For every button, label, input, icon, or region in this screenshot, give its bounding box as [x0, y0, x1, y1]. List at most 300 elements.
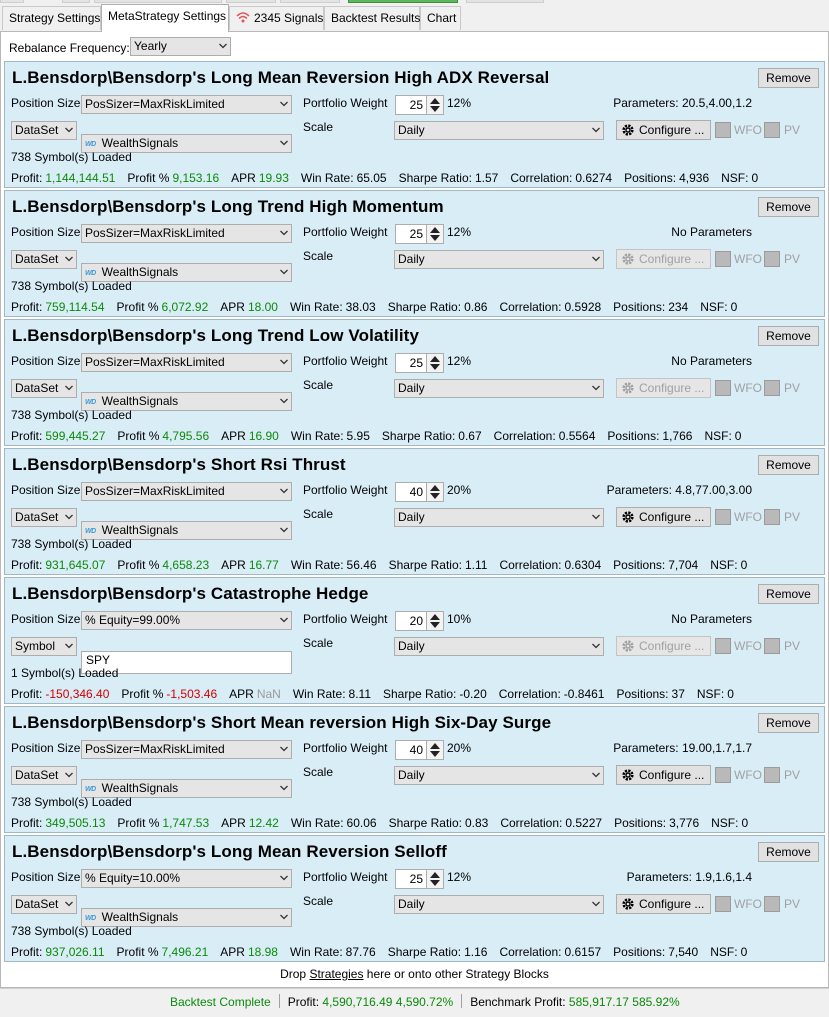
- configure-button[interactable]: [616, 378, 711, 398]
- chevron-down-icon: [592, 256, 600, 262]
- strategy-title: L.Bensdorp\Bensdorp's Short Mean reversion High Six-Day Surge: [12, 713, 552, 732]
- remove-button[interactable]: Remove: [758, 455, 819, 475]
- positions-value: 4,936: [679, 171, 710, 185]
- sharpe-label: Sharpe Ratio:: [398, 171, 472, 185]
- source-type-select[interactable]: [11, 895, 77, 914]
- configure-button[interactable]: [616, 507, 711, 527]
- portfolio-weight-percent: 12%: [447, 225, 472, 239]
- parameters-text: No Parameters: [671, 225, 752, 239]
- configure-label: Configure ...: [639, 768, 705, 782]
- configure-label: Configure ...: [639, 252, 705, 266]
- parameters-text: Parameters: 1.9,1.6,1.4: [626, 870, 752, 884]
- rebalance-value: Yearly: [134, 39, 167, 53]
- pv-checkbox[interactable]: [764, 638, 780, 654]
- arrow-down-icon[interactable]: [430, 493, 440, 499]
- position-size-label: Position Size: [11, 354, 81, 368]
- parameters-text: No Parameters: [671, 612, 752, 626]
- tab-label: MetaStrategy Settings: [108, 9, 227, 23]
- scale-value: Daily: [398, 768, 425, 782]
- scale-label: Scale: [303, 507, 334, 521]
- dataset-value: WealthSignals: [101, 136, 179, 150]
- chevron-down-icon: [280, 101, 288, 107]
- drop-hint: [1, 967, 828, 981]
- portfolio-weight-percent: 20%: [447, 741, 472, 755]
- remove-button[interactable]: Remove: [758, 713, 819, 733]
- dataset-value: WealthSignals: [101, 910, 179, 924]
- metastrategy-content: [0, 31, 829, 988]
- tab-backtest-results[interactable]: [324, 6, 420, 30]
- source-type-value: DataSet: [15, 897, 59, 911]
- position-sizer-select[interactable]: [81, 353, 292, 372]
- strategy-title: L.Bensdorp\Bensdorp's Short Rsi Thrust: [12, 455, 346, 474]
- profit-pct-label: Profit %: [117, 558, 160, 572]
- profit-value: 599,445.27: [45, 429, 106, 443]
- wealthsignals-icon: WD: [85, 141, 96, 148]
- chevron-down-icon: [280, 617, 288, 623]
- symbols-loaded-text: 738 Symbol(s) Loaded: [11, 924, 132, 938]
- pv-label: PV: [784, 123, 801, 137]
- nsf-value: 0: [730, 300, 738, 314]
- apr-label: APR: [221, 558, 246, 572]
- remove-button[interactable]: Remove: [758, 197, 819, 217]
- apr-value: 19.93: [258, 171, 289, 185]
- sharpe-value: 0.83: [464, 816, 489, 830]
- arrow-down-icon[interactable]: [430, 106, 440, 112]
- portfolio-weight-stepper[interactable]: [395, 224, 444, 244]
- position-sizer-select[interactable]: [81, 869, 292, 888]
- dataset-value: WealthSignals: [101, 781, 179, 795]
- position-sizer-select[interactable]: [81, 740, 292, 759]
- parameters-text: Parameters: 20.5,4.00,1.2: [613, 96, 752, 110]
- portfolio-weight-value: 25: [409, 356, 423, 370]
- configure-button[interactable]: [616, 765, 711, 785]
- pv-checkbox[interactable]: [764, 767, 780, 783]
- apr-label: APR: [220, 300, 245, 314]
- profit-value: -150,346.40: [45, 687, 110, 701]
- strategy-panel: [4, 190, 825, 317]
- gear-icon: [621, 768, 635, 782]
- correlation-value: 0.6304: [564, 558, 602, 572]
- apr-label: APR: [231, 171, 256, 185]
- position-sizer-value: PosSizer=MaxRiskLimited: [85, 742, 225, 756]
- arrow-down-icon[interactable]: [430, 364, 440, 370]
- rebalance-frequency-select[interactable]: [130, 37, 231, 56]
- win-rate-label: Win Rate:: [290, 558, 344, 572]
- scale-select[interactable]: [394, 379, 604, 398]
- chevron-down-icon: [65, 772, 73, 778]
- wfo-label: WFO: [734, 639, 762, 653]
- positions-value: 7,704: [668, 558, 699, 572]
- chevron-down-icon: [65, 643, 73, 649]
- configure-button[interactable]: [616, 894, 711, 914]
- configure-label: Configure ...: [639, 510, 705, 524]
- profit-label: Profit:: [11, 687, 43, 701]
- configure-label: Configure ...: [639, 381, 705, 395]
- position-sizer-select[interactable]: [81, 95, 292, 114]
- portfolio-weight-percent: 12%: [447, 96, 472, 110]
- apr-value: 16.90: [248, 429, 279, 443]
- profit-label: Profit:: [11, 816, 43, 830]
- chevron-down-icon: [280, 914, 288, 920]
- portfolio-weight-label: Portfolio Weight: [303, 870, 388, 884]
- scroll-strip: [280, 0, 340, 3]
- positions-value: 7,540: [668, 945, 699, 959]
- scale-value: Daily: [398, 639, 425, 653]
- position-sizer-select[interactable]: [81, 611, 292, 630]
- gear-icon: [621, 123, 635, 137]
- stepper-arrows[interactable]: [426, 354, 443, 372]
- drop-hint-text: Drop: [280, 967, 310, 981]
- chevron-down-icon: [280, 785, 288, 791]
- profit-pct-value: 6,072.92: [161, 300, 209, 314]
- nsf-value: 0: [734, 429, 742, 443]
- strategy-title: L.Bensdorp\Bensdorp's Long Mean Reversion Selloff: [12, 842, 447, 861]
- scale-select[interactable]: [394, 895, 604, 914]
- stepper-arrows[interactable]: [426, 96, 443, 114]
- scroll-strip: [94, 0, 222, 3]
- wealthsignals-icon: WD: [85, 786, 96, 793]
- arrow-down-icon[interactable]: [430, 880, 440, 886]
- gear-icon: [621, 897, 635, 911]
- chevron-down-icon: [280, 269, 288, 275]
- wfo-checkbox[interactable]: [715, 638, 731, 654]
- performance-stats: [11, 687, 746, 701]
- correlation-value: 0.5227: [565, 816, 603, 830]
- win-rate-value: 5.95: [346, 429, 370, 443]
- nsf-label: NSF:: [700, 300, 728, 314]
- wfo-checkbox[interactable]: [715, 767, 731, 783]
- nsf-value: 0: [740, 945, 748, 959]
- chevron-down-icon: [280, 230, 288, 236]
- source-type-select[interactable]: [11, 121, 77, 140]
- correlation-label: Correlation:: [500, 816, 563, 830]
- chevron-down-icon: [280, 527, 288, 533]
- symbols-loaded-text: 738 Symbol(s) Loaded: [11, 279, 132, 293]
- position-sizer-value: PosSizer=MaxRiskLimited: [85, 226, 225, 240]
- chevron-down-icon: [65, 127, 73, 133]
- source-type-select[interactable]: [11, 637, 77, 656]
- performance-stats: [11, 300, 749, 314]
- stepper-arrows[interactable]: [426, 225, 443, 243]
- pv-checkbox[interactable]: [764, 509, 780, 525]
- source-type-value: DataSet: [15, 510, 59, 524]
- sharpe-label: Sharpe Ratio:: [388, 558, 462, 572]
- profit-pct-label: Profit %: [117, 429, 160, 443]
- total-profit-label: Profit:: [287, 995, 320, 1009]
- strategy-title: L.Bensdorp\Bensdorp's Catastrophe Hedge: [12, 584, 369, 603]
- scroll-strip: [466, 0, 544, 3]
- profit-value: 1,144,144.51: [45, 171, 116, 185]
- tab-chart[interactable]: [420, 6, 461, 30]
- stepper-arrows[interactable]: [426, 741, 443, 759]
- parameters-text: No Parameters: [671, 354, 752, 368]
- scale-value: Daily: [398, 897, 425, 911]
- profit-pct-label: Profit %: [116, 300, 159, 314]
- progress-strip: [348, 0, 458, 3]
- benchmark-profit-label: Benchmark Profit:: [470, 995, 566, 1009]
- strategies-link[interactable]: Strategies: [309, 967, 364, 981]
- arrow-down-icon[interactable]: [430, 235, 440, 241]
- apr-label: APR: [221, 816, 246, 830]
- apr-label: APR: [221, 429, 246, 443]
- performance-stats: [11, 429, 753, 443]
- tab-metastrategy-settings[interactable]: [101, 4, 229, 32]
- sharpe-value: -0.20: [459, 687, 487, 701]
- scale-select[interactable]: [394, 508, 604, 527]
- pv-checkbox[interactable]: [764, 380, 780, 396]
- chevron-down-icon: [592, 772, 600, 778]
- portfolio-weight-label: Portfolio Weight: [303, 612, 388, 626]
- chevron-down-icon: [65, 901, 73, 907]
- remove-button[interactable]: Remove: [758, 68, 819, 88]
- nsf-label: NSF:: [710, 558, 738, 572]
- position-sizer-select[interactable]: [81, 224, 292, 243]
- scale-label: Scale: [303, 765, 334, 779]
- configure-label: Configure ...: [639, 897, 705, 911]
- tab-bar: [0, 0, 829, 31]
- position-sizer-value: PosSizer=MaxRiskLimited: [85, 97, 225, 111]
- positions-value: 3,776: [669, 816, 700, 830]
- source-type-value: DataSet: [15, 252, 59, 266]
- chevron-down-icon: [280, 140, 288, 146]
- portfolio-weight-stepper[interactable]: [395, 353, 444, 373]
- sharpe-label: Sharpe Ratio:: [388, 816, 462, 830]
- symbol-value: SPY: [86, 653, 111, 667]
- profit-pct-value: 1,747.53: [162, 816, 210, 830]
- configure-button[interactable]: [616, 636, 711, 656]
- status-bar: [0, 988, 829, 1017]
- wfo-label: WFO: [734, 123, 762, 137]
- sharpe-value: 0.86: [464, 300, 488, 314]
- pv-checkbox[interactable]: [764, 251, 780, 267]
- drop-hint-text: here or onto other Strategy Blocks: [363, 967, 549, 981]
- strategy-panel: [4, 577, 825, 704]
- position-size-label: Position Size: [11, 870, 81, 884]
- scale-value: Daily: [398, 123, 425, 137]
- scale-select[interactable]: [394, 250, 604, 269]
- tab-signals[interactable]: [229, 6, 324, 30]
- scale-label: Scale: [303, 120, 334, 134]
- portfolio-weight-value: 25: [409, 98, 423, 112]
- strategy-panel: [4, 448, 825, 575]
- correlation-label: Correlation:: [499, 945, 562, 959]
- position-size-label: Position Size: [11, 225, 81, 239]
- portfolio-weight-stepper[interactable]: [395, 869, 444, 889]
- win-rate-value: 38.03: [345, 300, 376, 314]
- chevron-down-icon: [592, 385, 600, 391]
- sharpe-value: 1.16: [464, 945, 488, 959]
- sharpe-value: 1.11: [464, 558, 488, 572]
- arrow-up-icon[interactable]: [430, 485, 440, 491]
- correlation-value: 0.6157: [564, 945, 602, 959]
- chevron-down-icon: [592, 514, 600, 520]
- sharpe-label: Sharpe Ratio:: [387, 945, 462, 959]
- arrow-up-icon[interactable]: [430, 98, 440, 104]
- arrow-up-icon[interactable]: [430, 356, 440, 362]
- tab-label: Strategy Settings: [9, 11, 101, 25]
- position-sizer-select[interactable]: [81, 482, 292, 501]
- arrow-up-icon[interactable]: [430, 743, 440, 749]
- wfo-checkbox[interactable]: [715, 509, 731, 525]
- positions-value: 37: [671, 687, 685, 701]
- portfolio-weight-label: Portfolio Weight: [303, 225, 388, 239]
- chevron-down-icon: [592, 901, 600, 907]
- scale-select[interactable]: [394, 121, 604, 140]
- remove-button[interactable]: Remove: [758, 326, 819, 346]
- arrow-down-icon[interactable]: [430, 751, 440, 757]
- profit-pct-label: Profit %: [116, 945, 159, 959]
- configure-button[interactable]: [616, 120, 711, 140]
- arrow-up-icon[interactable]: [430, 614, 440, 620]
- stepper-arrows[interactable]: [426, 870, 443, 888]
- remove-button[interactable]: Remove: [758, 842, 819, 862]
- positions-label: Positions:: [614, 816, 667, 830]
- source-type-select[interactable]: [11, 508, 77, 527]
- chevron-down-icon: [280, 398, 288, 404]
- pv-label: PV: [784, 768, 801, 782]
- portfolio-weight-value: 20: [409, 614, 423, 628]
- chevron-down-icon: [280, 488, 288, 494]
- source-type-value: Symbol: [15, 639, 56, 653]
- strategy-title: L.Bensdorp\Bensdorp's Long Trend High Momentum: [12, 197, 444, 216]
- profit-pct-label: Profit %: [121, 687, 164, 701]
- portfolio-weight-value: 40: [409, 743, 423, 757]
- portfolio-weight-stepper[interactable]: [395, 611, 444, 631]
- scale-value: Daily: [398, 510, 425, 524]
- win-rate-label: Win Rate:: [290, 816, 344, 830]
- correlation-label: Correlation:: [510, 171, 573, 185]
- win-rate-label: Win Rate:: [289, 300, 343, 314]
- win-rate-label: Win Rate:: [289, 945, 343, 959]
- scroll-strip: [226, 0, 276, 3]
- symbols-loaded-text: 738 Symbol(s) Loaded: [11, 408, 132, 422]
- strategy-panel: [4, 319, 825, 446]
- win-rate-value: 65.05: [356, 171, 387, 185]
- positions-label: Positions:: [616, 687, 669, 701]
- pv-checkbox[interactable]: [764, 896, 780, 912]
- apr-label: APR: [229, 687, 254, 701]
- profit-value: 759,114.54: [45, 300, 105, 314]
- source-type-select[interactable]: [11, 250, 77, 269]
- scale-label: Scale: [303, 636, 334, 650]
- tab-strategy-settings[interactable]: [2, 6, 101, 30]
- profit-value: 349,505.13: [45, 816, 106, 830]
- correlation-value: -0.8461: [563, 687, 605, 701]
- wfo-label: WFO: [734, 252, 762, 266]
- wfo-checkbox[interactable]: [715, 380, 731, 396]
- backtest-status: Backtest Complete: [170, 995, 271, 1009]
- status-separator: [461, 994, 462, 1008]
- arrow-up-icon[interactable]: [430, 227, 440, 233]
- profit-label: Profit:: [11, 429, 43, 443]
- wealthsignals-icon: WD: [85, 399, 96, 406]
- pv-label: PV: [784, 381, 801, 395]
- scroll-strip: [0, 0, 24, 3]
- profit-pct-value: 4,658.23: [162, 558, 210, 572]
- positions-label: Positions:: [624, 171, 677, 185]
- configure-label: Configure ...: [639, 639, 705, 653]
- portfolio-weight-stepper[interactable]: [395, 482, 444, 502]
- win-rate-label: Win Rate:: [290, 429, 344, 443]
- arrow-up-icon[interactable]: [430, 872, 440, 878]
- sharpe-label: Sharpe Ratio:: [381, 429, 456, 443]
- wfo-checkbox[interactable]: [715, 122, 731, 138]
- correlation-label: Correlation:: [493, 429, 556, 443]
- profit-pct-value: 4,795.56: [162, 429, 210, 443]
- position-sizer-value: PosSizer=MaxRiskLimited: [85, 355, 225, 369]
- configure-button[interactable]: [616, 249, 711, 269]
- pv-label: PV: [784, 639, 801, 653]
- positions-label: Positions:: [613, 558, 666, 572]
- profit-label: Profit:: [11, 171, 43, 185]
- correlation-value: 0.5928: [564, 300, 602, 314]
- wealthsignals-icon: WD: [85, 915, 96, 922]
- positions-label: Positions:: [613, 945, 666, 959]
- position-size-label: Position Size: [11, 96, 81, 110]
- portfolio-weight-value: 25: [409, 227, 423, 241]
- performance-stats: [11, 171, 770, 185]
- wfo-checkbox[interactable]: [715, 251, 731, 267]
- dataset-value: WealthSignals: [101, 265, 179, 279]
- source-type-select[interactable]: [11, 766, 77, 785]
- sharpe-value: 0.67: [458, 429, 482, 443]
- stepper-arrows[interactable]: [426, 483, 443, 501]
- apr-value: 18.98: [247, 945, 278, 959]
- gear-icon: [621, 252, 635, 266]
- pv-checkbox[interactable]: [764, 122, 780, 138]
- position-size-label: Position Size: [11, 741, 81, 755]
- source-type-value: DataSet: [15, 381, 59, 395]
- stepper-arrows[interactable]: [426, 612, 443, 630]
- portfolio-weight-percent: 10%: [447, 612, 472, 626]
- source-type-select[interactable]: [11, 379, 77, 398]
- nsf-label: NSF:: [711, 816, 739, 830]
- configure-label: Configure ...: [639, 123, 705, 137]
- sharpe-value: 1.57: [474, 171, 499, 185]
- symbols-loaded-text: 738 Symbol(s) Loaded: [11, 150, 132, 164]
- signal-icon: [236, 11, 250, 23]
- apr-value: 18.00: [247, 300, 278, 314]
- wfo-checkbox[interactable]: [715, 896, 731, 912]
- pv-label: PV: [784, 252, 801, 266]
- nsf-value: 0: [727, 687, 734, 701]
- portfolio-weight-stepper[interactable]: [395, 95, 444, 115]
- chevron-down-icon: [65, 385, 73, 391]
- correlation-label: Correlation:: [499, 300, 562, 314]
- scale-label: Scale: [303, 249, 334, 263]
- profit-value: 937,026.11: [45, 945, 105, 959]
- position-size-label: Position Size: [11, 612, 81, 626]
- portfolio-weight-value: 25: [409, 872, 423, 886]
- source-type-value: DataSet: [15, 123, 59, 137]
- dataset-value: WealthSignals: [101, 394, 179, 408]
- arrow-down-icon[interactable]: [430, 622, 440, 628]
- apr-value: 16.77: [248, 558, 279, 572]
- chevron-down-icon: [65, 256, 73, 262]
- scale-select[interactable]: [394, 637, 604, 656]
- profit-pct-label: Profit %: [127, 171, 170, 185]
- apr-label: APR: [220, 945, 245, 959]
- symbols-loaded-text: 738 Symbol(s) Loaded: [11, 537, 132, 551]
- correlation-value: 0.5564: [558, 429, 596, 443]
- scale-select[interactable]: [394, 766, 604, 785]
- apr-value: 12.42: [248, 816, 279, 830]
- nsf-label: NSF:: [721, 171, 749, 185]
- tab-label: Chart: [427, 11, 457, 25]
- win-rate-label: Win Rate:: [292, 687, 346, 701]
- portfolio-weight-stepper[interactable]: [395, 740, 444, 760]
- remove-button[interactable]: Remove: [758, 584, 819, 604]
